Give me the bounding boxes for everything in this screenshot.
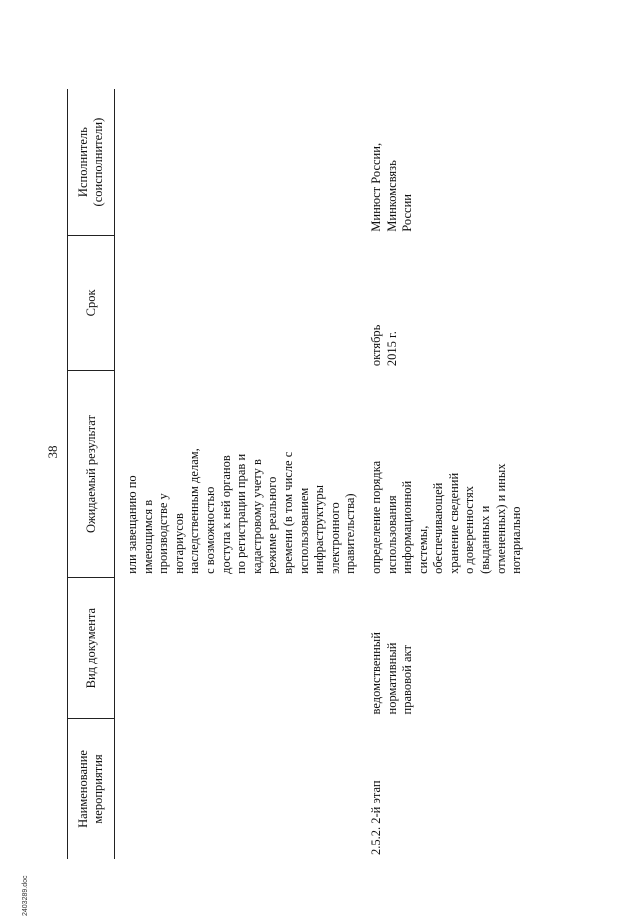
cell-line: правительства) (343, 493, 358, 574)
header-line: Наименование (76, 750, 90, 828)
cell-line: определение порядка (368, 460, 383, 574)
cell-line: обеспечивающей (431, 482, 446, 574)
header-doc-type (68, 578, 115, 719)
header-line: Вид документа (83, 607, 98, 689)
cell-line: Минкомсвязь (384, 160, 399, 232)
cell-name (115, 718, 359, 859)
cell-line: нормативный (384, 642, 399, 715)
cell-result (359, 370, 525, 578)
cell-term (115, 236, 359, 370)
cell-line: хранение сведений (446, 472, 461, 574)
landscape-page (67, 89, 524, 859)
cell-line: системы, (415, 525, 430, 574)
measures-table (67, 89, 525, 859)
cell-line: использования (384, 495, 399, 574)
cell-line: использованием (296, 487, 311, 574)
cell-line: кадастровому учету в (249, 459, 264, 574)
cell-line: нотариусов (171, 513, 186, 574)
cell-line: или завещанию по (125, 475, 139, 574)
header-executor (68, 89, 115, 236)
cell-line: электронного (327, 502, 342, 574)
cell-name (359, 718, 525, 859)
cell-term (359, 236, 525, 370)
cell-line: (выданных и (478, 505, 493, 574)
cell-line: производстве у (156, 493, 171, 574)
cell-line: наследственным делам, (187, 448, 202, 574)
table-header-row (68, 89, 115, 859)
header-line: Срок (83, 289, 98, 317)
cell-doc-type (115, 578, 359, 719)
cell-line: Минюст России, (368, 142, 383, 232)
cell-line: ведомственный (368, 632, 383, 715)
cell-executor (359, 89, 525, 236)
cell-executor (115, 89, 359, 236)
cell-line: правовой акт (400, 645, 415, 715)
cell-line: времени (в том числе с (280, 451, 295, 574)
cell-line: по регистрации прав и (234, 453, 249, 574)
page-number: 38 (45, 445, 60, 459)
header-name (68, 718, 115, 859)
header-line: (соисполнители) (91, 117, 105, 207)
cell-line: о доверенностях (462, 485, 477, 574)
cell-line: режиме реального (265, 476, 280, 574)
cell-line: нотариально (509, 506, 524, 574)
cell-result (115, 370, 359, 578)
cell-line: отмененных) и иных (493, 463, 508, 574)
cell-line: 2015 г. (384, 331, 399, 367)
rotated-table-container (67, 89, 524, 859)
footer-file-name: 2403289.doc (22, 875, 29, 916)
cell-line: с возможностью (202, 486, 217, 574)
cell-doc-type (359, 578, 525, 719)
table-row (115, 89, 359, 859)
cell-line: октябрь (368, 324, 383, 367)
cell-line: доступа к ней органов (218, 455, 233, 574)
header-line: мероприятия (91, 754, 105, 824)
cell-line: 2.5.2. 2-й этап (368, 780, 383, 855)
header-term (68, 236, 115, 370)
cell-line: информационной (400, 480, 415, 574)
header-line: Исполнитель (76, 127, 90, 198)
header-line: Ожидаемый результат (83, 415, 98, 534)
header-result (68, 370, 115, 578)
cell-line: имеющимся в (140, 499, 155, 574)
cell-line: России (400, 194, 415, 232)
cell-line: инфраструктуры (312, 485, 327, 574)
table-row (359, 89, 525, 859)
